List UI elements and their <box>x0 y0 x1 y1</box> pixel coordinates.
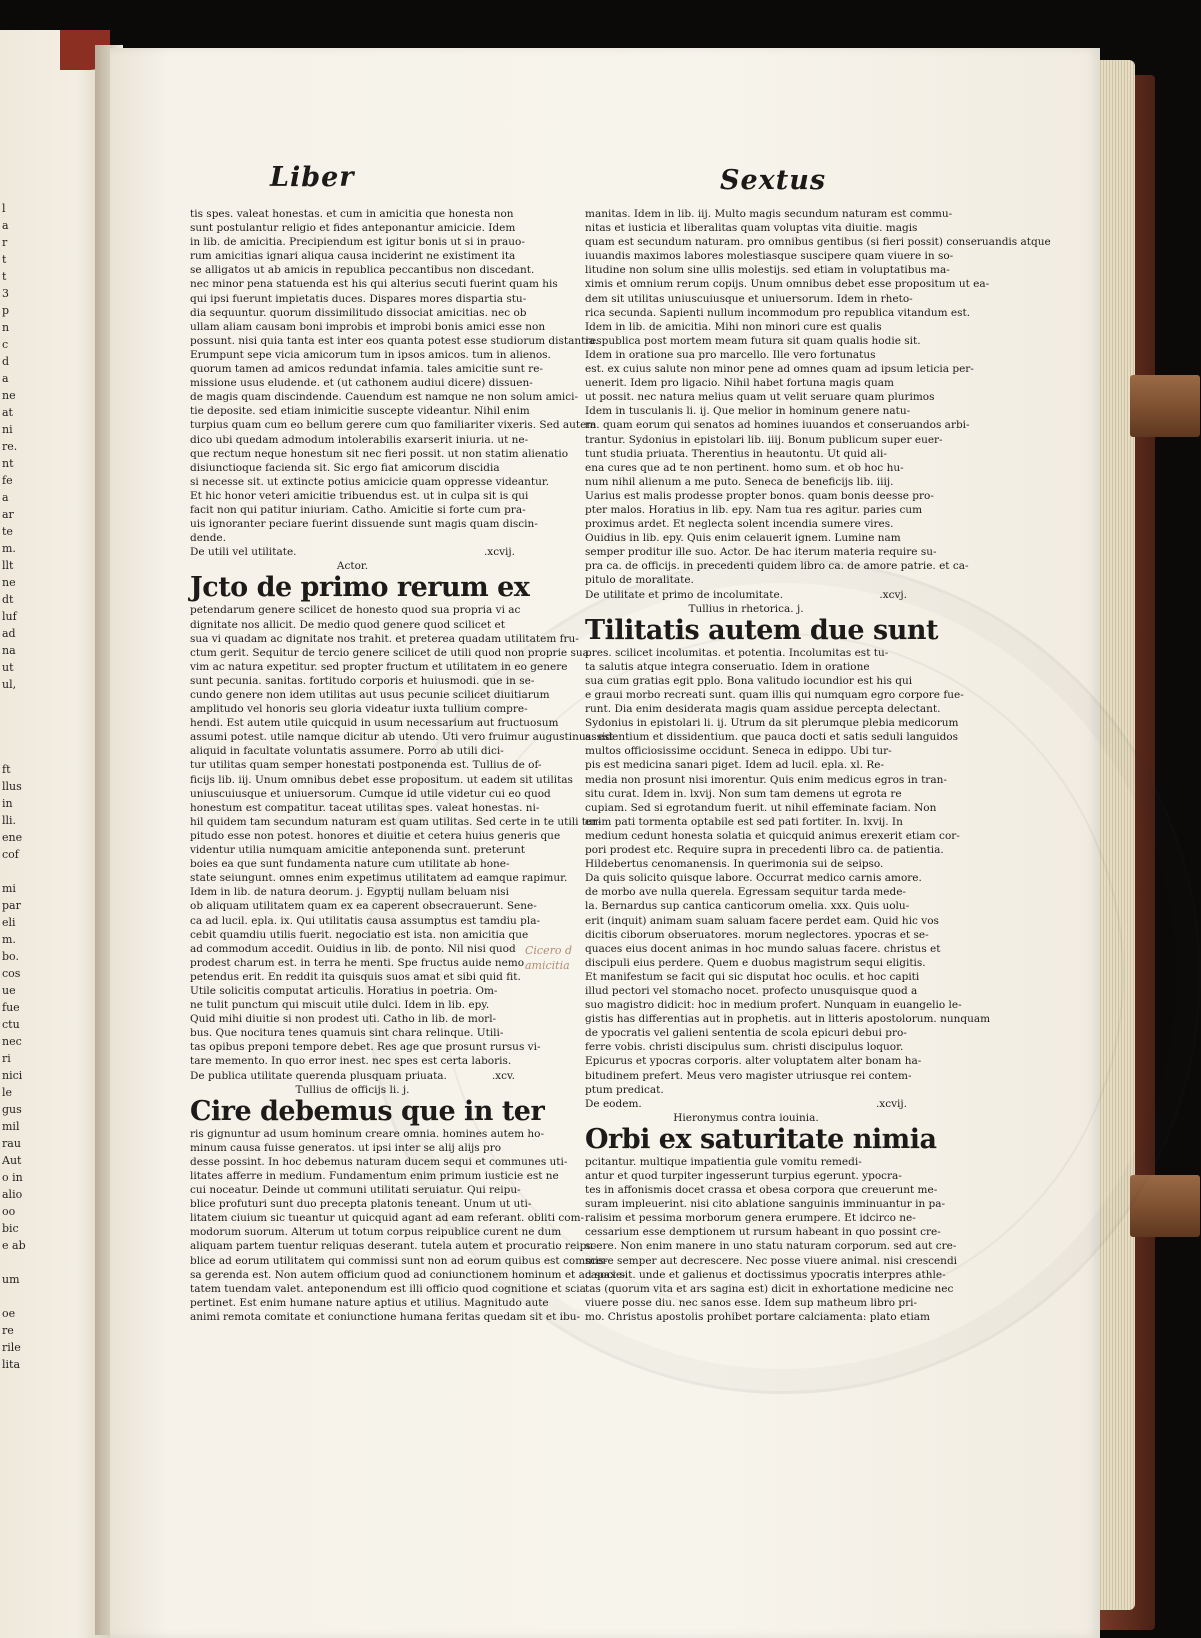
chapter-reference <box>585 1097 907 1111</box>
chapter-number: .xcvij. <box>875 1097 907 1110</box>
left-page-fragment: eli <box>2 916 16 929</box>
left-page-fragment: mi <box>2 882 16 895</box>
text-line: nitas et iusticia et liberalitas quam voluptas vita diuitie. magis <box>585 222 918 235</box>
left-page-fragment <box>2 710 26 727</box>
text-line: aliquid in facultate voluntatis assumere. Porro ab utili dici- <box>190 745 504 758</box>
text-line: ferre vobis. christi discipulus sum. christi discipulus loquor. <box>585 1041 904 1054</box>
text-line: ob aliquam utilitatem quam ex ea caperent obsecrauerunt. Sene- <box>190 900 537 913</box>
left-page-fragment: par <box>2 899 21 912</box>
text-line: petendarum genere scilicet de honesto quod sua propria vi ac <box>190 604 521 617</box>
text-line: dicitis ciborum obseruatores. morum neglectores. ypocras et se- <box>585 928 929 941</box>
text-line: ralisim et pessima morborum genera erumpere. Et idcirco ne- <box>585 1212 916 1225</box>
left-page-fragment: alio <box>2 1188 23 1201</box>
chapter-incipit: Tilitatis autem due sunt <box>585 614 938 646</box>
text-line: capax sit. unde et galienus et doctissimus ypocratis interpres athle- <box>585 1268 946 1281</box>
source-attribution: Hieronymus contra iouinia. <box>673 1111 819 1124</box>
text-line: blice profuturi sunt duo precepta platonis teneant. Unum ut uti- <box>190 1198 532 1211</box>
text-line: proximus ardet. Et neglecta solent incendia sumere vires. <box>585 518 894 531</box>
text-line: sua cum gratias egit pplo. Bona valitudo iocundior est his qui <box>585 674 913 687</box>
left-page-fragment: ut <box>2 661 14 674</box>
left-page-fragment: bo. <box>2 950 19 963</box>
left-page-fragment: c <box>2 338 9 351</box>
text-line: tas opibus preponi tempore debet. Res age que prosunt rursus vi- <box>190 1041 541 1054</box>
text-line: pis est medicina sanari piget. Idem ad lucil. epla. xl. Re- <box>585 759 885 772</box>
text-line: situ curat. Idem in. lxvij. Non sum tam demens ut egrota re <box>585 787 902 800</box>
left-page-fragment: llt <box>2 559 14 572</box>
running-head-left: Liber <box>270 162 355 193</box>
left-page-fragment: rau <box>2 1137 21 1150</box>
text-line: media non prosunt nisi imorentur. Quis enim medicus egros in tran- <box>585 773 947 786</box>
text-line: e graui morbo recreati sunt. quam illis qui numquam egro corpore fue- <box>585 689 964 701</box>
running-head-right: Sextus <box>720 165 827 196</box>
text-line: pitulo de moralitate. <box>585 574 694 587</box>
chapter-reference <box>190 545 515 559</box>
chapter-number: .xcvij. <box>483 546 515 559</box>
text-line: state seiungunt. omnes enim expetimus utilitatem ad eamque rapimur. <box>190 872 568 885</box>
left-page-fragment: lli. <box>2 814 17 827</box>
text-line: la. Bernardus sup cantica canticorum omelia. xxx. Quis uolu- <box>585 900 910 913</box>
text-line: missione usus eludende. et (ut cathonem audiui dicere) dissuen- <box>190 377 533 390</box>
left-page <box>0 30 110 1638</box>
left-page-fragment: o in <box>2 1171 23 1184</box>
left-page-fragment: nici <box>2 1069 23 1082</box>
left-page-fragment: nt <box>2 457 14 470</box>
text-line: manitas. Idem in lib. iij. Multo magis secundum naturam est commu- <box>585 208 953 220</box>
text-line: amplitudo vel honoris seu gloria videatur iuxta tullium compre- <box>190 703 528 716</box>
text-line: trantur. Sydonius in epistolari lib. iiij. Bonum publicum super euer- <box>585 433 943 446</box>
text-line: num nihil alienum a me puto. Seneca de beneficijs lib. iiij. <box>585 475 894 488</box>
left-page-fragment: fe <box>2 474 13 487</box>
text-line: Idem in lib. de natura deorum. j. Egyptij nullam beluam nisi <box>190 886 509 899</box>
text-line: ena cures que ad te non pertinent. homo sum. et ob hoc hu- <box>585 461 904 474</box>
left-page-fragment: lita <box>2 1358 21 1371</box>
text-line: uis ignoranter peciare fuerint dissuende sunt magis quam discin- <box>190 518 538 531</box>
text-line: quorum tamen ad amicos redundat infamia. tales amicitie sunt re- <box>190 363 543 376</box>
text-line: ptum predicat. <box>585 1083 664 1096</box>
text-line: tare memento. In quo error inest. nec spes est certa laboris. <box>190 1055 512 1068</box>
text-line: scere. Non enim manere in uno statu naturam corporum. sed aut cre- <box>585 1240 957 1253</box>
text-line: Uarius est malis prodesse propter bonos. quam bonis deesse pro- <box>585 489 934 502</box>
left-page-fragment: m. <box>2 542 16 555</box>
left-page-fragment: r <box>2 236 8 249</box>
left-page-fragment: rile <box>2 1341 21 1354</box>
left-page-fragment <box>2 1254 26 1271</box>
text-line: pra ca. de officijs. in precedenti quidem libro ca. de amore patrie. et ca- <box>585 560 969 573</box>
text-line: Da quis solicito quisque labore. Occurrat medico carnis amore. <box>585 872 922 885</box>
text-line: tie deposite. sed etiam inimicitie suscepte videantur. Nihil enim <box>190 405 530 418</box>
text-line: multos officiosissime occidunt. Seneca in edippo. Ubi tur- <box>585 745 892 758</box>
text-line: ta salutis atque integra conseruatio. Idem in oratione <box>585 660 870 673</box>
left-page-fragment: bic <box>2 1222 19 1235</box>
text-line: runt. Dia enim desiderata magis quam assidue percepta delectant. <box>585 703 941 716</box>
text-line: Idem in tusculanis li. ij. Que melior in hominum genere natu- <box>585 405 911 418</box>
text-line: tis spes. valeat honestas. et cum in amicitia que honesta non <box>190 208 514 220</box>
text-line: sunt postulantur religio et fides anteponantur amicicie. Idem <box>190 222 516 235</box>
text-line: antur et quod turpiter ingesserunt turpius egerunt. ypocra- <box>585 1170 902 1182</box>
source-attribution: Tullius in rhetorica. j. <box>688 602 804 615</box>
text-line: tunt studia priuata. Therentius in heautontu. Ut quid ali- <box>585 447 887 460</box>
text-line: illud pectori vel stomacho nocet. profecto unusquisque quod a <box>585 984 918 997</box>
text-line: de magis quam discindende. Cauendum est namque ne non solum amici- <box>190 391 579 404</box>
text-line: pres. scilicet incolumitas. et potentia. Incolumitas est tu- <box>585 646 889 659</box>
text-line: uenerit. Idem pro ligacio. Nihil habet fortuna magis quam <box>585 377 894 390</box>
left-page-fragment: t <box>2 253 7 266</box>
text-line: semper proditur ille suo. Actor. De hac iterum materia require su- <box>585 546 937 559</box>
left-page-fragment: l <box>2 202 6 215</box>
chapter-title: De utilitate et primo de incolumitate. <box>585 588 784 601</box>
leather-clasp-upper <box>1130 375 1200 437</box>
text-line: boies ea que sunt fundamenta nature cum utilitate ab hone- <box>190 858 510 871</box>
text-line: minum causa fuisse generatos. ut ipsi inter se alij alijs pro <box>190 1141 502 1154</box>
left-page-fragment: oe <box>2 1307 16 1320</box>
text-line: est. ex cuius salute non minor pene ad omnes quam ad ipsum leticia per- <box>585 363 974 376</box>
text-line: cebit quamdiu utilis fuerit. negociatio est ista. non amicitia que <box>190 928 529 941</box>
text-line: sunt pecunia. sanitas. fortitudo corporis et huiusmodi. que in se- <box>190 674 535 687</box>
left-page-fragment: ne <box>2 576 16 589</box>
text-line: bus. Que nocitura tenes quamuis sint chara relinque. Utili- <box>190 1027 504 1040</box>
text-line: Utile solicitis computat articulis. Horatius in poetria. Om- <box>190 984 498 997</box>
text-line: sua vi quadam ac dignitate nos trahit. et preterea quadam utilitatem fru- <box>190 632 579 645</box>
left-page-fragment: Aut <box>2 1154 22 1167</box>
text-line: tur utilitas quam semper honestati postponenda est. Tullius de of- <box>190 759 542 772</box>
text-line: dia sequuntur. quorum dissimilitudo dissociat amicitias. nec ob <box>190 306 527 319</box>
text-line: de ypocratis vel galieni sententia de scola epicuri debui pro- <box>585 1027 907 1040</box>
left-page-fragment: oo <box>2 1205 16 1218</box>
left-page-fragment: nec <box>2 1035 22 1048</box>
left-page-fragment: a <box>2 372 9 385</box>
marginal-annotation-line: Cicero d <box>525 944 573 957</box>
text-line: assidentium et dissidentium. que pauca docti et satis seduli languidos <box>585 731 958 744</box>
text-line: enim pati tormenta optabile est sed pati fortiter. In. lxvij. In <box>585 815 903 828</box>
left-page-fragment: llus <box>2 780 22 793</box>
text-line: ut possit. nec natura melius quam ut velit seruare quam plurimos <box>585 391 935 404</box>
text-line: mo. Christus apostolis prohibet portare calciamenta: plato etiam <box>585 1310 931 1323</box>
left-page-fragment: p <box>2 304 10 317</box>
chapter-reference <box>190 1069 515 1083</box>
chapter-incipit: Cire debemus que in ter <box>190 1095 545 1127</box>
text-line: si necesse sit. ut extincte potius amicicie quam oppresse videantur. <box>190 475 550 488</box>
text-line: prodest charum est. in terra he menti. Spe fructus auide nemo <box>190 956 525 969</box>
text-line: erit (inquit) animam suam saluam facere perdet eam. Quid hic vos <box>585 914 939 927</box>
left-page-fragment: a <box>2 219 9 232</box>
text-line: desse possint. In hoc debemus naturam ducem sequi et communes uti- <box>190 1155 568 1168</box>
left-page-fragment: gus <box>2 1103 22 1116</box>
text-line: suo magistro didicit: hoc in medium profert. Nunquam in euangelio le- <box>585 999 962 1012</box>
left-page-fragment: ri <box>2 1052 11 1065</box>
left-page-fragment: e ab <box>2 1239 26 1252</box>
left-page-fragment: ni <box>2 423 13 436</box>
text-line: quaces eius docent animas in hoc mundo saluas facere. christus et <box>585 942 941 955</box>
text-line: quam est secundum naturam. pro omnibus gentibus (si fieri possit) conseruandis atque <box>585 236 1051 249</box>
text-line: dende. <box>190 532 226 545</box>
text-line: tas (quorum vita et ars sagina est) dicit in exhortatione medicine nec <box>585 1282 954 1295</box>
text-line: ctum gerit. Sequitur de tercio genere scilicet de utili quod non proprie sua <box>190 646 589 659</box>
text-line: blice ad eorum utilitatem qui commissi sunt non ad eorum quibus est commis- <box>190 1254 608 1267</box>
chapter-title: De eodem. <box>585 1097 642 1110</box>
text-line: Et manifestum se facit qui sic disputat hoc oculis. et hoc capiti <box>585 970 920 983</box>
left-page-fragment <box>2 744 26 761</box>
text-line: de morbo ave nulla querela. Egressam sequitur tarda mede- <box>585 886 906 899</box>
source-attribution: Tullius de officijs li. j. <box>295 1083 410 1096</box>
text-line: videntur utilia numquam amicitie anteponenda sunt. preterunt <box>190 844 525 857</box>
text-line: aliquam partem tuentur reliquas deserant. tutela autem et procuratio reipu- <box>190 1240 597 1253</box>
text-line: litatem ciuium sic tueantur ut quicquid agant ad eam referant. obliti com- <box>190 1212 585 1225</box>
text-line: Hildebertus cenomanensis. In querimonia sui de seipso. <box>585 858 884 871</box>
left-page-fragment: in <box>2 797 13 810</box>
text-line: medium cedunt honesta solatia et quicquid animus erexerit etiam cor- <box>585 829 960 842</box>
text-line: Sydonius in epistolari li. ij. Utrum da sit plerumque plebia medicorum <box>585 717 959 730</box>
marginal-annotation-line: amicitia <box>525 959 570 972</box>
text-line: Ouidius in lib. epy. Quis enim celauerit ignem. Lumine nam <box>585 532 901 545</box>
left-page-fragment: 3 <box>2 287 9 300</box>
text-line: cupiam. Sed si egrotandum fuerit. ut nihil effeminate faciam. Non <box>585 801 937 814</box>
left-page-fragment: d <box>2 355 10 368</box>
text-line: qui ipsi fuerunt impietatis duces. Dispares mores dispartia stu- <box>190 292 527 305</box>
left-page-fragment: ue <box>2 984 16 997</box>
text-line: dem sit utilitas uniuscuiusque et uniuersorum. Idem in rheto- <box>585 292 913 305</box>
left-page-fragment: t <box>2 270 7 283</box>
left-page-fragment: ad <box>2 627 16 640</box>
left-page-fragment: a <box>2 491 9 504</box>
left-page-fragment: m. <box>2 933 16 946</box>
text-line: rum amicitias ignari aliqua causa inciderint ne existiment ita <box>190 250 516 263</box>
left-page-fragment: ene <box>2 831 23 844</box>
text-line: cessarium esse demptionem ut rursum habeant in quo possint cre- <box>585 1226 941 1239</box>
text-line: ad commodum accedit. Ouidius in lib. de ponto. Nil nisi quod <box>190 942 516 955</box>
text-line: cundo genere non idem utilitas aut usus pecunie scilicet diuitiarum <box>190 689 550 701</box>
left-page-fragment: ctu <box>2 1018 20 1031</box>
chapter-incipit: Jcto de primo rerum ex <box>190 572 530 604</box>
chapter-reference <box>585 588 907 602</box>
text-line: se alligatos ut ab amicis in republica peccantibus non discedant. <box>190 264 535 277</box>
text-line: sa gerenda est. Non autem officium quod ad coniunctionem hominum et ad socie- <box>190 1268 626 1281</box>
text-line: hil quidem tam secundum naturam est quam utilitas. Sed certe in te utili tur- <box>190 815 602 828</box>
left-page-fragment: at <box>2 406 13 419</box>
text-line: viuere posse diu. nec sanos esse. Idem sup matheum libro pri- <box>585 1296 918 1309</box>
text-line: ris gignuntur ad usum hominum creare omnia. homines autem ho- <box>190 1127 545 1140</box>
text-line: Quid mihi diuitie si non prodest uti. Catho in lib. de morl- <box>190 1013 497 1026</box>
text-line: turpius quam cum eo bellum gerere cum quo familiariter vixeris. Sed autem <box>190 419 597 432</box>
left-page-fragment: le <box>2 1086 13 1099</box>
chapter-number: .xcv. <box>491 1069 515 1082</box>
text-line: pcitantur. multique impatientia gule vomitu remedi- <box>585 1155 862 1168</box>
text-line: disiunctioque facienda sit. Sic ergo fiat amicorum discidia <box>190 461 500 474</box>
left-page-fragment <box>2 863 26 880</box>
left-page-fragment: re. <box>2 440 18 453</box>
text-line: honestum est compatitur. taceat utilitas spes. valeat honestas. ni- <box>190 801 540 814</box>
text-line: ca ad lucil. epla. ix. Qui utilitatis causa assumptus est tamdiu pla- <box>190 914 541 927</box>
text-line: animi remota comitate et coniunctione humana feritas quedam sit et ibu- <box>190 1310 581 1323</box>
text-column-right <box>585 207 1051 1324</box>
left-page-fragment <box>2 727 26 744</box>
left-page-fragment: re <box>2 1324 14 1337</box>
text-line: ullam aliam causam boni improbis et improbi bonis amici esse non <box>190 320 546 333</box>
text-line: pitudo esse non potest. honores et diuitie et cetera huius generis que <box>190 829 561 842</box>
text-line: modorum suorum. Alterum ut totum corpus reipublice curent ne dum <box>190 1226 562 1239</box>
left-page-fragment: cos <box>2 967 21 980</box>
left-page-fragment: cof <box>2 848 19 861</box>
text-line: nec minor pena statuenda est his qui alterius secuti fuerint quam his <box>190 278 558 291</box>
text-line: bitudinem prefert. Meus vero magister utriusque rei contem- <box>585 1069 912 1082</box>
left-page-fragment <box>2 1288 26 1305</box>
chapter-title: De publica utilitate querenda plusquam priuata. <box>190 1069 447 1082</box>
left-page-fragment <box>2 693 26 710</box>
left-page-fragment: te <box>2 525 13 538</box>
text-line: Erumpunt sepe vicia amicorum tum in ipsos amicos. tum in alienos. <box>190 348 551 361</box>
left-page-fragment: n <box>2 321 10 334</box>
text-line: Epicurus et ypocras corporis. alter voluptatem alter bonam ha- <box>585 1055 922 1068</box>
left-page-fragment: na <box>2 644 16 657</box>
text-line: tatem tuendam valet. anteponendum est illi officio quod cognitione et scia <box>190 1282 586 1295</box>
text-line: Idem in oratione sua pro marcello. Ille vero fortunatus <box>585 348 876 361</box>
text-line: pori prodest etc. Require supra in precedenti libro ca. de patientia. <box>585 844 944 857</box>
text-line: suram impleuerint. nisi cito ablatione sanguinis imminuantur in pa- <box>585 1198 946 1211</box>
left-page-fragment: ar <box>2 508 14 521</box>
text-line: iuuandis maximos labores molestiasque suscipere quam viuere in so- <box>585 250 954 263</box>
text-line: facit non qui patitur iniuriam. Catho. Amicitie si forte cum pra- <box>190 503 526 516</box>
text-line: Idem in lib. de amicitia. Mihi non minori cure est qualis <box>585 320 882 333</box>
text-line: ficijs lib. iij. Unum omnibus debet esse propositum. ut eadem sit utilitas <box>190 773 573 786</box>
text-line: petendus erit. En reddit ita quisquis suos amat et sibi quid fit. <box>190 970 521 983</box>
text-line: ximis et omnium rerum copijs. Unum omnibus debet esse propositum ut ea- <box>585 278 990 291</box>
left-page-fragment: mil <box>2 1120 20 1133</box>
marginal-annotation <box>525 943 572 973</box>
text-line: pter malos. Horatius in lib. epy. Nam tua res agitur. paries cum <box>585 503 923 516</box>
text-line: ra. quam eorum qui senatos ad homines iuuandos et conseruandos arbi- <box>585 419 970 432</box>
left-page-text-fragments <box>2 200 26 1373</box>
text-line: assumi potest. utile namque dicitur ab utendo. Uti vero fruimur augustinus. est <box>190 731 614 744</box>
left-page-fragment: um <box>2 1273 20 1286</box>
text-line: discipuli eius perdere. Quem e duobus magistrum sequi eligitis. <box>585 956 926 969</box>
text-line: tes in affonismis docet crassa et obesa corpora que creuerunt me- <box>585 1184 938 1197</box>
text-line: possunt. nisi quia tanta est inter eos quanta potest esse studiorum distantia. <box>190 334 599 347</box>
text-line: cui noceatur. Deinde ut communi utilitati seruiatur. Qui reipu- <box>190 1184 521 1197</box>
left-page-fragment: luf <box>2 610 17 623</box>
source-attribution: Actor. <box>336 560 369 573</box>
left-page-fragment: dt <box>2 593 14 606</box>
text-line: respublica post mortem meam futura sit quam qualis hodie sit. <box>585 334 921 347</box>
text-line: que rectum neque honestum sit nec fieri possit. ut non statim alienatio <box>190 447 569 460</box>
text-line: ne tulit punctum qui miscuit utile dulci. Idem in lib. epy. <box>190 999 490 1012</box>
text-line: pertinet. Est enim humane nature aptius et utilius. Magnitudo aute <box>190 1296 549 1309</box>
chapter-title: De utili vel utilitate. <box>190 546 297 559</box>
left-page-fragment: fue <box>2 1001 20 1014</box>
text-line: dico ubi quedam admodum intolerabilis exarserit iniuria. ut ne- <box>190 433 529 446</box>
text-line: hendi. Est autem utile quicquid in usum necessarium aut fructuosum <box>190 717 559 730</box>
text-line: litates afferre in medium. Fundamentum enim primum iusticie est ne <box>190 1170 559 1182</box>
text-line: gistis has differentias aut in prophetis. aut in litteris apostolorum. nunquam <box>585 1013 991 1026</box>
text-line: Et hic honor veteri amicitie tribuendus est. ut in culpa sit is qui <box>190 489 529 502</box>
left-page-fragment: ul, <box>2 678 17 691</box>
chapter-number: .xcvj. <box>879 588 907 601</box>
text-line: vim ac natura expetitur. sed propter fructum et utilitatem in eo genere <box>190 660 568 673</box>
text-line: dignitate nos allicit. De medio quod genere quod scilicet et <box>190 618 505 631</box>
text-line: uniuscuiusque et uniuersorum. Cumque id utile videtur cui eo quod <box>190 787 551 800</box>
text-line: in lib. de amicitia. Precipiendum est igitur bonis ut si in prauo- <box>190 236 525 249</box>
text-line: rica secunda. Sapienti nullum incommodum pro republica vitandum est. <box>585 306 971 319</box>
text-line: litudine non solum sine ullis molestijs. sed etiam in voluptatibus ma- <box>585 264 950 277</box>
chapter-incipit: Orbi ex saturitate nimia <box>585 1123 937 1155</box>
left-page-fragment: ne <box>2 389 16 402</box>
text-line: scere semper aut decrescere. Nec posse viuere animal. nisi crescendi <box>585 1254 958 1267</box>
left-page-fragment: ft <box>2 763 11 776</box>
